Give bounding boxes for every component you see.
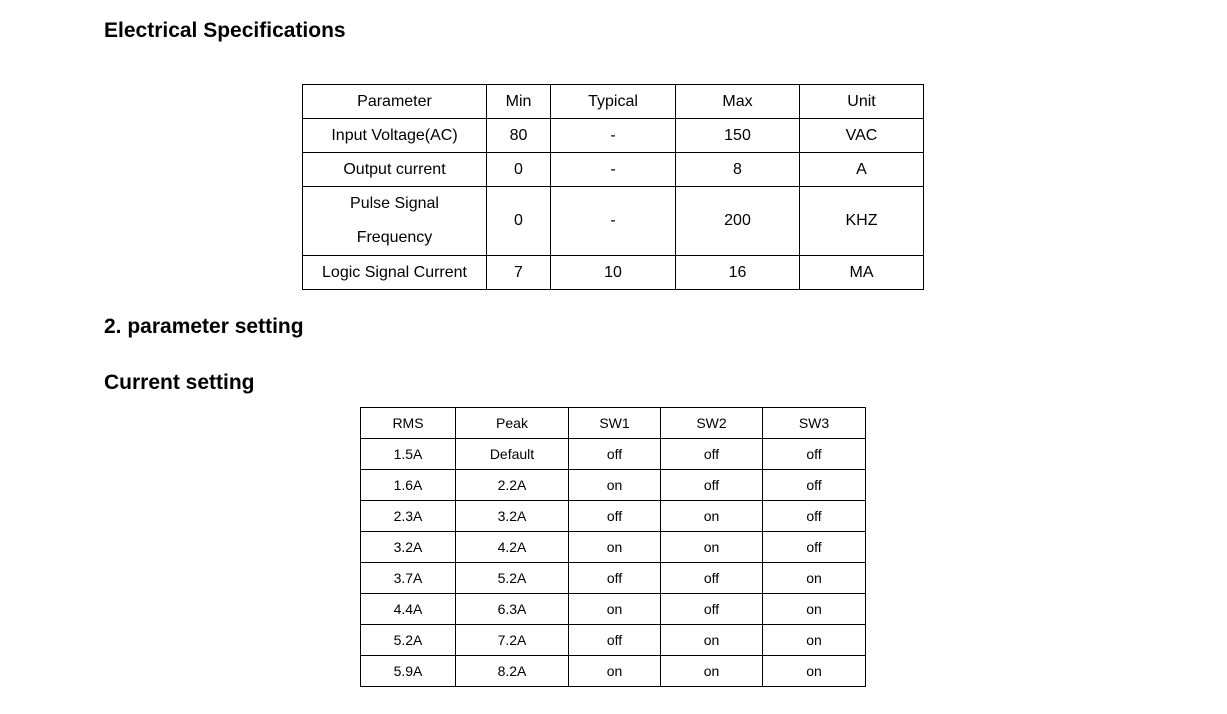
cell-peak: 7.2A: [456, 625, 569, 656]
cell-min: 0: [487, 187, 551, 256]
cell-sw2: on: [661, 501, 763, 532]
cell-sw1: off: [569, 501, 661, 532]
cell-sw2: off: [661, 594, 763, 625]
cell-peak: 3.2A: [456, 501, 569, 532]
cell-parameter: Output current: [303, 153, 487, 187]
cell-max: 8: [676, 153, 800, 187]
column-header-peak: Peak: [456, 408, 569, 439]
cell-sw3: off: [763, 532, 866, 563]
table-row: [361, 532, 866, 563]
current-setting-table: [360, 407, 866, 687]
column-header-min: Min: [487, 85, 551, 119]
cell-unit: KHZ: [800, 187, 924, 256]
cell-sw1: off: [569, 625, 661, 656]
column-header-sw1: SW1: [569, 408, 661, 439]
cell-sw2: off: [661, 439, 763, 470]
cell-sw1: on: [569, 532, 661, 563]
cell-parameter: Logic Signal Current: [303, 256, 487, 290]
cell-rms: 4.4A: [361, 594, 456, 625]
cell-sw3: on: [763, 625, 866, 656]
cell-sw3: off: [763, 501, 866, 532]
table-row: [361, 470, 866, 501]
table-row: [361, 439, 866, 470]
cell-peak: 8.2A: [456, 656, 569, 687]
cell-parameter: Input Voltage(AC): [303, 119, 487, 153]
table-row: [361, 563, 866, 594]
cell-peak: Default: [456, 439, 569, 470]
cell-min: 80: [487, 119, 551, 153]
table-row: [303, 153, 924, 187]
table-row: [361, 625, 866, 656]
electrical-specifications-table: [302, 84, 924, 290]
cell-min: 0: [487, 153, 551, 187]
cell-min: 7: [487, 256, 551, 290]
cell-sw1: on: [569, 470, 661, 501]
cell-sw3: off: [763, 439, 866, 470]
cell-sw2: off: [661, 470, 763, 501]
cell-rms: 5.2A: [361, 625, 456, 656]
cell-typical: -: [551, 187, 676, 256]
cell-sw3: on: [763, 656, 866, 687]
cell-sw2: on: [661, 625, 763, 656]
cell-rms: 3.7A: [361, 563, 456, 594]
cell-sw1: off: [569, 439, 661, 470]
cell-peak: 5.2A: [456, 563, 569, 594]
cell-sw3: on: [763, 594, 866, 625]
cell-rms: 1.6A: [361, 470, 456, 501]
column-header-sw3: SW3: [763, 408, 866, 439]
cell-sw1: on: [569, 656, 661, 687]
column-header-parameter: Parameter: [303, 85, 487, 119]
column-header-unit: Unit: [800, 85, 924, 119]
cell-rms: 1.5A: [361, 439, 456, 470]
table-header-row: [303, 85, 924, 119]
cell-max: 150: [676, 119, 800, 153]
cell-sw2: off: [661, 563, 763, 594]
section-heading-current-setting: Current setting: [104, 371, 255, 394]
table-row: [361, 501, 866, 532]
cell-rms: 3.2A: [361, 532, 456, 563]
cell-typical: 10: [551, 256, 676, 290]
cell-unit: VAC: [800, 119, 924, 153]
cell-parameter: Pulse Signal Frequency: [303, 187, 487, 256]
cell-rms: 5.9A: [361, 656, 456, 687]
cell-max: 200: [676, 187, 800, 256]
table-row: [303, 187, 924, 256]
cell-peak: 2.2A: [456, 470, 569, 501]
section-heading-electrical-specifications: Electrical Specifications: [104, 19, 346, 42]
table-row: [303, 119, 924, 153]
column-header-typical: Typical: [551, 85, 676, 119]
cell-sw1: on: [569, 594, 661, 625]
cell-typical: -: [551, 153, 676, 187]
cell-typical: -: [551, 119, 676, 153]
cell-rms: 2.3A: [361, 501, 456, 532]
table-row: [361, 656, 866, 687]
section-heading-parameter-setting: 2. parameter setting: [104, 315, 304, 338]
cell-unit: MA: [800, 256, 924, 290]
column-header-max: Max: [676, 85, 800, 119]
cell-unit: A: [800, 153, 924, 187]
cell-sw3: on: [763, 563, 866, 594]
table-header-row: [361, 408, 866, 439]
table-row: [303, 256, 924, 290]
cell-sw3: off: [763, 470, 866, 501]
cell-max: 16: [676, 256, 800, 290]
column-header-sw2: SW2: [661, 408, 763, 439]
column-header-rms: RMS: [361, 408, 456, 439]
cell-sw2: on: [661, 532, 763, 563]
cell-sw1: off: [569, 563, 661, 594]
cell-sw2: on: [661, 656, 763, 687]
cell-peak: 4.2A: [456, 532, 569, 563]
cell-peak: 6.3A: [456, 594, 569, 625]
table-row: [361, 594, 866, 625]
